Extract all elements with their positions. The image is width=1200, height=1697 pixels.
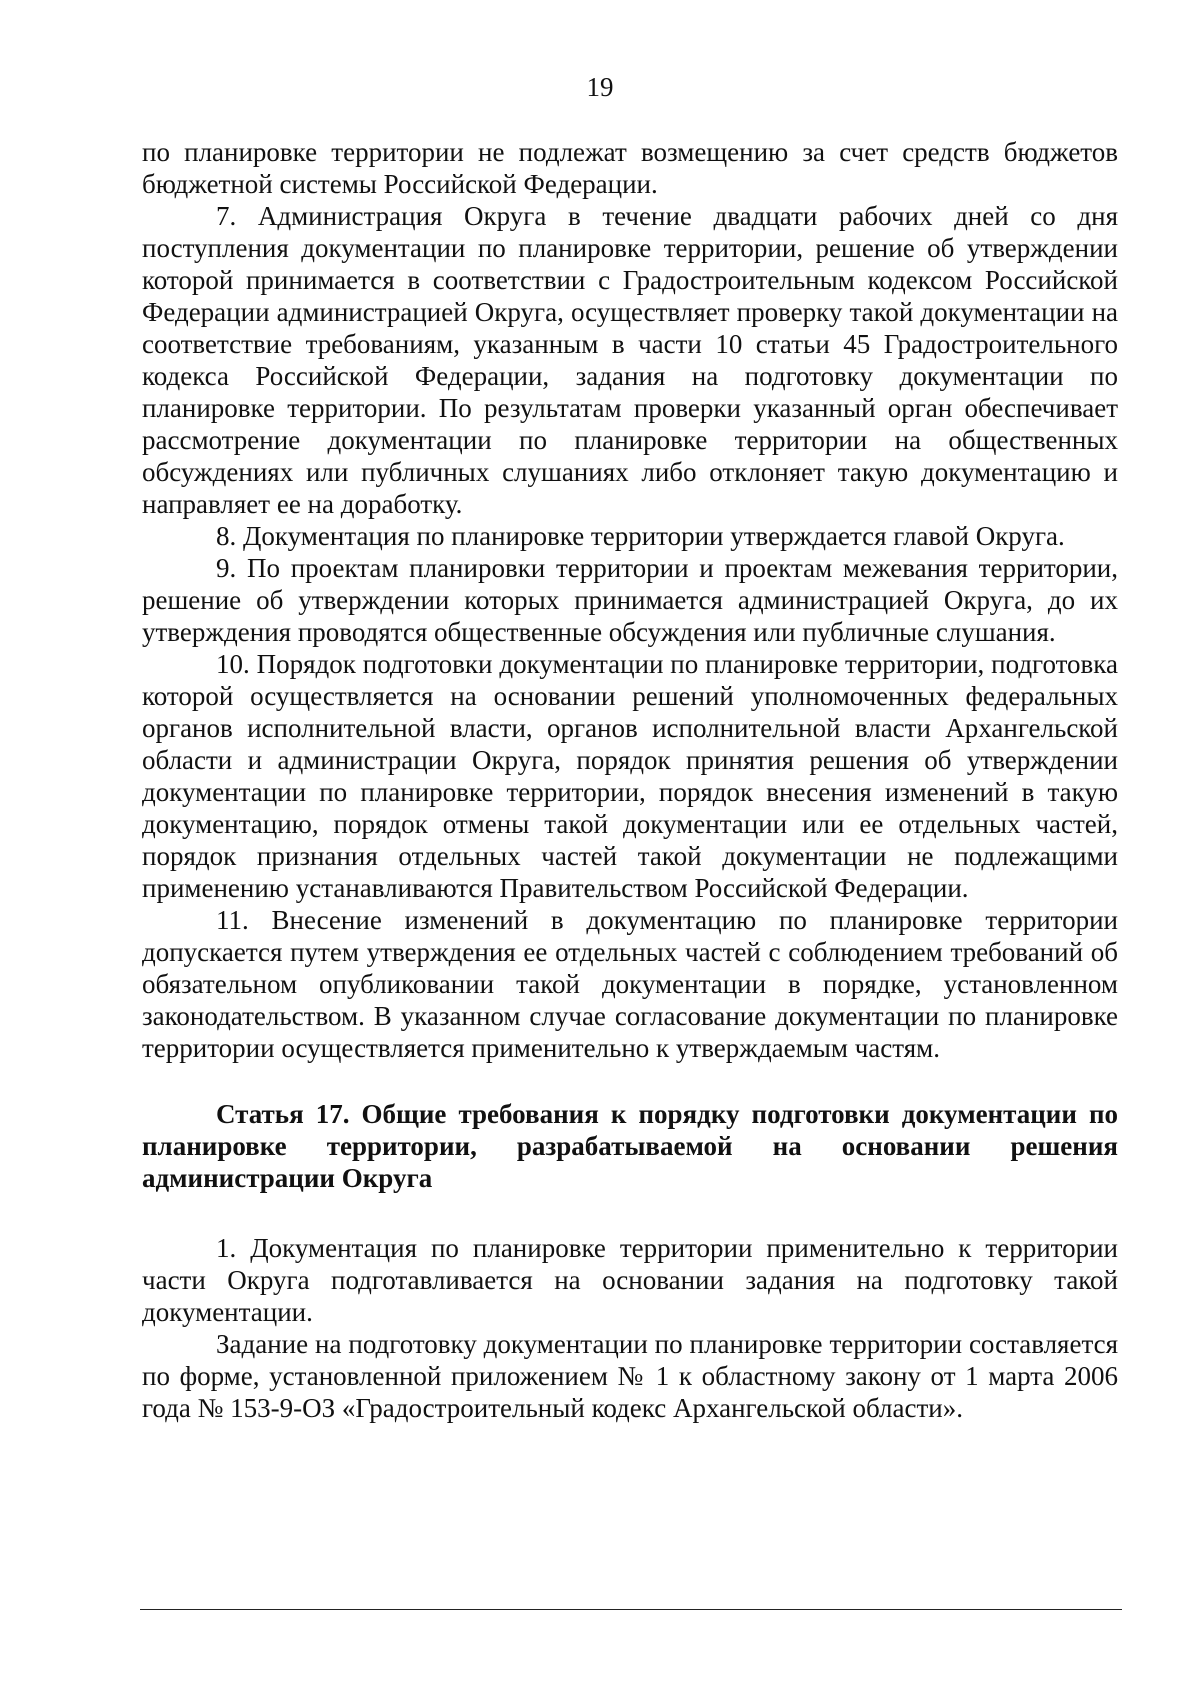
document-content [142, 136, 1118, 1424]
page-number: 19 [586, 72, 614, 102]
paragraph-item-10: 10. Порядок подготовки документации по планировке территории, подготовка которой осуществляется на основании решений уполномоченных федеральных органов исполнительной власти, органов исполнительной власти Архангельской области и администрации Округа, порядок принятия решения об утверждении документации по планировке территории, порядок внесения изменений в такую документацию, порядок отмены такой документации или ее отдельных частей, порядок признания отдельных частей такой документации не подлежащими применению устанавливаются Правительством Российской Федерации. [142, 649, 1118, 903]
paragraph-item-8: 8. Документация по планировке территории утверждается главой Округа. [216, 521, 1065, 551]
paragraph-item-9: 9. По проектам планировки территории и проектам межевания территории, решение об утверждении которых принимается администрацией Округа, до их утверждения проводятся общественные обсуждения или публичные слушания. [142, 553, 1118, 647]
paragraph-article-17-assignment: Задание на подготовку документации по планировке территории составляется по форме, установленной приложением № 1 к областному закону от 1 марта 2006 года № 153-9-ОЗ «Градостроительный кодекс Архангельской области». [142, 1329, 1118, 1423]
paragraph-article-17-item-1: 1. Документация по планировке территории применительно к территории части Округа подготавливается на основании задания на подготовку такой документации. [142, 1233, 1118, 1327]
paragraph-item-7: 7. Администрация Округа в течение двадцати рабочих дней со дня поступления документации по планировке территории, решение об утверждении которой принимается в соответствии с Градостроительным кодексом Российской Федерации администрацией Округа, осуществляет проверку такой документации на соответствие требованиям, указанным в части 10 статьи 45 Градостроительного кодекса Российской Федерации, задания на подготовку документации по планировке территории. По результатам проверки указанный орган обеспечивает рассмотрение документации по планировке территории на общественных обсуждениях или публичных слушаниях либо отклоняет такую документацию и направляет ее на доработку. [142, 201, 1118, 519]
paragraph-item-11: 11. Внесение изменений в документацию по планировке территории допускается путем утверждения ее отдельных частей с соблюдением требований об обязательном опубликовании такой документации в порядке, установленном законодательством. В указанном случае согласование документации по планировке территории осуществляется применительно к утверждаемым частям. [142, 905, 1118, 1063]
footer-divider-line [140, 1609, 1122, 1610]
article-17-title: Статья 17. Общие требования к порядку подготовки документации по планировке территории, разрабатываемой на основании решения администрации Округа [142, 1099, 1118, 1193]
paragraph-continuation: по планировке территории не подлежат возмещению за счет средств бюджетов бюджетной системы Российской Федерации. [142, 137, 1118, 199]
